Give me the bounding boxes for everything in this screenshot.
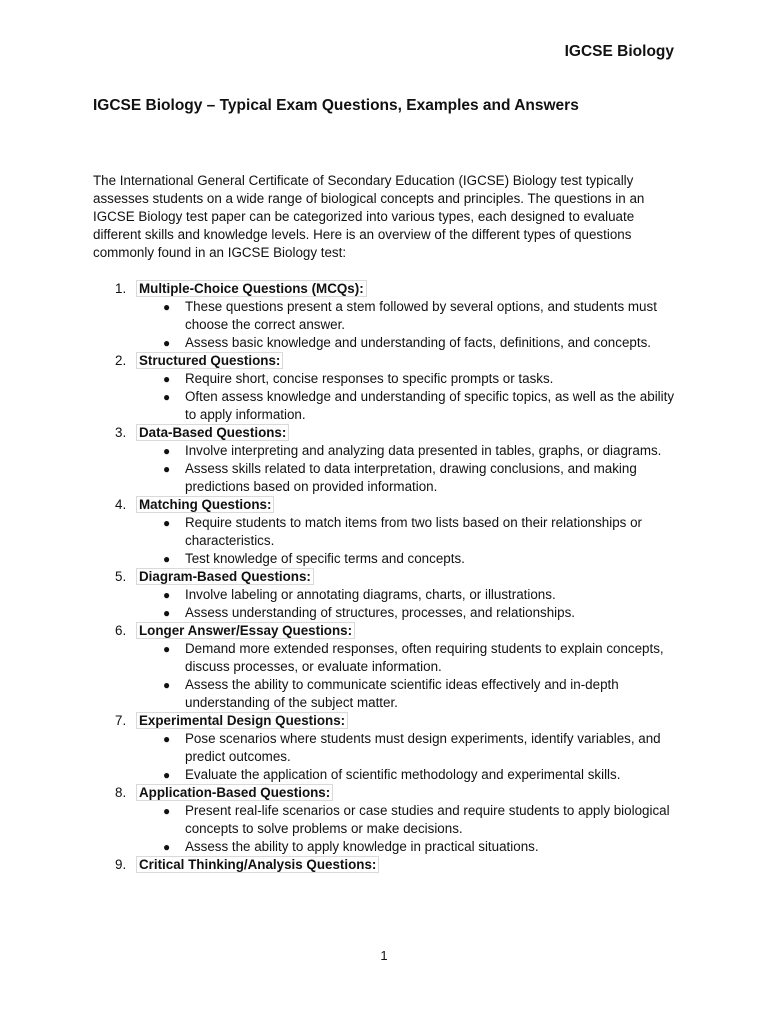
question-type-points — [139, 514, 683, 568]
bullet-dot-icon: ● — [163, 732, 171, 746]
question-type-number: 5. — [115, 569, 127, 584]
question-type-number: 9. — [115, 857, 127, 872]
question-type-item — [93, 280, 683, 352]
bullet-point — [163, 298, 683, 334]
bullet-dot-icon: ● — [163, 804, 171, 818]
question-type-number: 6. — [115, 623, 127, 638]
question-type-item — [93, 424, 683, 496]
bullet-dot-icon: ● — [163, 840, 171, 854]
question-type-item — [93, 496, 683, 568]
question-type-number: 1. — [115, 281, 127, 296]
question-type-heading: Application-Based Questions: — [136, 784, 333, 801]
question-type-points — [139, 730, 683, 784]
question-type-number: 7. — [115, 713, 127, 728]
question-type-heading: Experimental Design Questions: — [136, 712, 348, 729]
question-type-heading: Matching Questions: — [136, 496, 274, 513]
bullet-text: Involve interpreting and analyzing data presented in tables, graphs, or diagrams. — [185, 443, 662, 458]
bullet-dot-icon: ● — [163, 444, 171, 458]
bullet-text: Present real-life scenarios or case studies and require students to apply biological concepts to solve problems or make decisions. — [185, 803, 670, 836]
bullet-text: Evaluate the application of scientific methodology and experimental skills. — [185, 767, 621, 782]
bullet-point — [163, 514, 683, 550]
bullet-dot-icon: ● — [163, 588, 171, 602]
intro-paragraph: The International General Certificate of Secondary Education (IGCSE) Biology test typically assesses students on a wide range of biological concepts and principles. The questions in an IGCSE Biology test paper can be categorized into various types, each designed to evaluate different skills and knowledge levels. Here is an overview of the different types of questions commonly found in an IGCSE Biology test: — [93, 173, 645, 260]
question-type-heading: Longer Answer/Essay Questions: — [136, 622, 355, 639]
question-type-item — [93, 352, 683, 424]
bullet-dot-icon: ● — [163, 678, 171, 692]
question-type-points — [139, 640, 683, 712]
bullet-text: Test knowledge of specific terms and concepts. — [185, 551, 465, 566]
bullet-point — [163, 388, 683, 424]
question-type-points — [139, 298, 683, 352]
bullet-text: These questions present a stem followed by several options, and students must choose the correct answer. — [185, 299, 657, 332]
question-type-heading: Data-Based Questions: — [136, 424, 289, 441]
bullet-text: Assess skills related to data interpretation, drawing conclusions, and making predictions based on provided information. — [185, 461, 637, 494]
bullet-point — [163, 550, 683, 568]
question-type-item — [93, 712, 683, 784]
bullet-text: Assess understanding of structures, processes, and relationships. — [185, 605, 576, 620]
question-type-item — [93, 568, 683, 622]
question-type-number: 4. — [115, 497, 127, 512]
question-type-number: 3. — [115, 425, 127, 440]
bullet-point — [163, 802, 683, 838]
bullet-point — [163, 370, 683, 388]
bullet-dot-icon: ● — [163, 516, 171, 530]
bullet-dot-icon: ● — [163, 300, 171, 314]
question-type-number: 8. — [115, 785, 127, 800]
question-type-item — [93, 784, 683, 856]
bullet-point — [163, 766, 683, 784]
bullet-point — [163, 460, 683, 496]
bullet-dot-icon: ● — [163, 768, 171, 782]
bullet-text: Pose scenarios where students must design experiments, identify variables, and predict outcomes. — [185, 731, 661, 764]
bullet-text: Demand more extended responses, often requiring students to explain concepts, discuss processes, or evaluate information. — [185, 641, 664, 674]
question-type-item — [93, 622, 683, 712]
bullet-point — [163, 442, 683, 460]
page-number: 1 — [380, 948, 388, 963]
bullet-dot-icon: ● — [163, 552, 171, 566]
question-type-points — [139, 370, 683, 424]
question-type-points — [139, 802, 683, 856]
question-type-number: 2. — [115, 353, 127, 368]
bullet-point — [163, 676, 683, 712]
bullet-point — [163, 640, 683, 676]
bullet-text: Require short, concise responses to specific prompts or tasks. — [185, 371, 554, 386]
bullet-point — [163, 604, 683, 622]
question-type-heading: Multiple-Choice Questions (MCQs): — [136, 280, 367, 297]
bullet-point — [163, 334, 683, 352]
bullet-dot-icon: ● — [163, 372, 171, 386]
bullet-point — [163, 730, 683, 766]
bullet-text: Require students to match items from two lists based on their relationships or characteristics. — [185, 515, 642, 548]
question-type-heading: Diagram-Based Questions: — [136, 568, 314, 585]
running-header: IGCSE Biology — [564, 43, 674, 60]
bullet-point — [163, 838, 683, 856]
bullet-text: Assess the ability to communicate scientific ideas effectively and in-depth understanding of the subject matter. — [185, 677, 619, 710]
question-type-heading: Structured Questions: — [136, 352, 283, 369]
document-title: IGCSE Biology – Typical Exam Questions, Examples and Answers — [93, 97, 579, 114]
question-type-points — [139, 442, 683, 496]
bullet-dot-icon: ● — [163, 390, 171, 404]
bullet-dot-icon: ● — [163, 606, 171, 620]
question-type-points — [139, 586, 683, 622]
bullet-text: Often assess knowledge and understanding of specific topics, as well as the ability to apply information. — [185, 389, 675, 422]
bullet-text: Assess basic knowledge and understanding of facts, definitions, and concepts. — [185, 335, 651, 350]
question-type-item — [93, 856, 683, 874]
bullet-dot-icon: ● — [163, 336, 171, 350]
bullet-dot-icon: ● — [163, 642, 171, 656]
bullet-point — [163, 586, 683, 604]
question-types-list — [93, 280, 683, 874]
bullet-text: Assess the ability to apply knowledge in practical situations. — [185, 839, 539, 854]
question-type-heading: Critical Thinking/Analysis Questions: — [136, 856, 379, 873]
bullet-dot-icon: ● — [163, 462, 171, 476]
bullet-text: Involve labeling or annotating diagrams, charts, or illustrations. — [185, 587, 556, 602]
